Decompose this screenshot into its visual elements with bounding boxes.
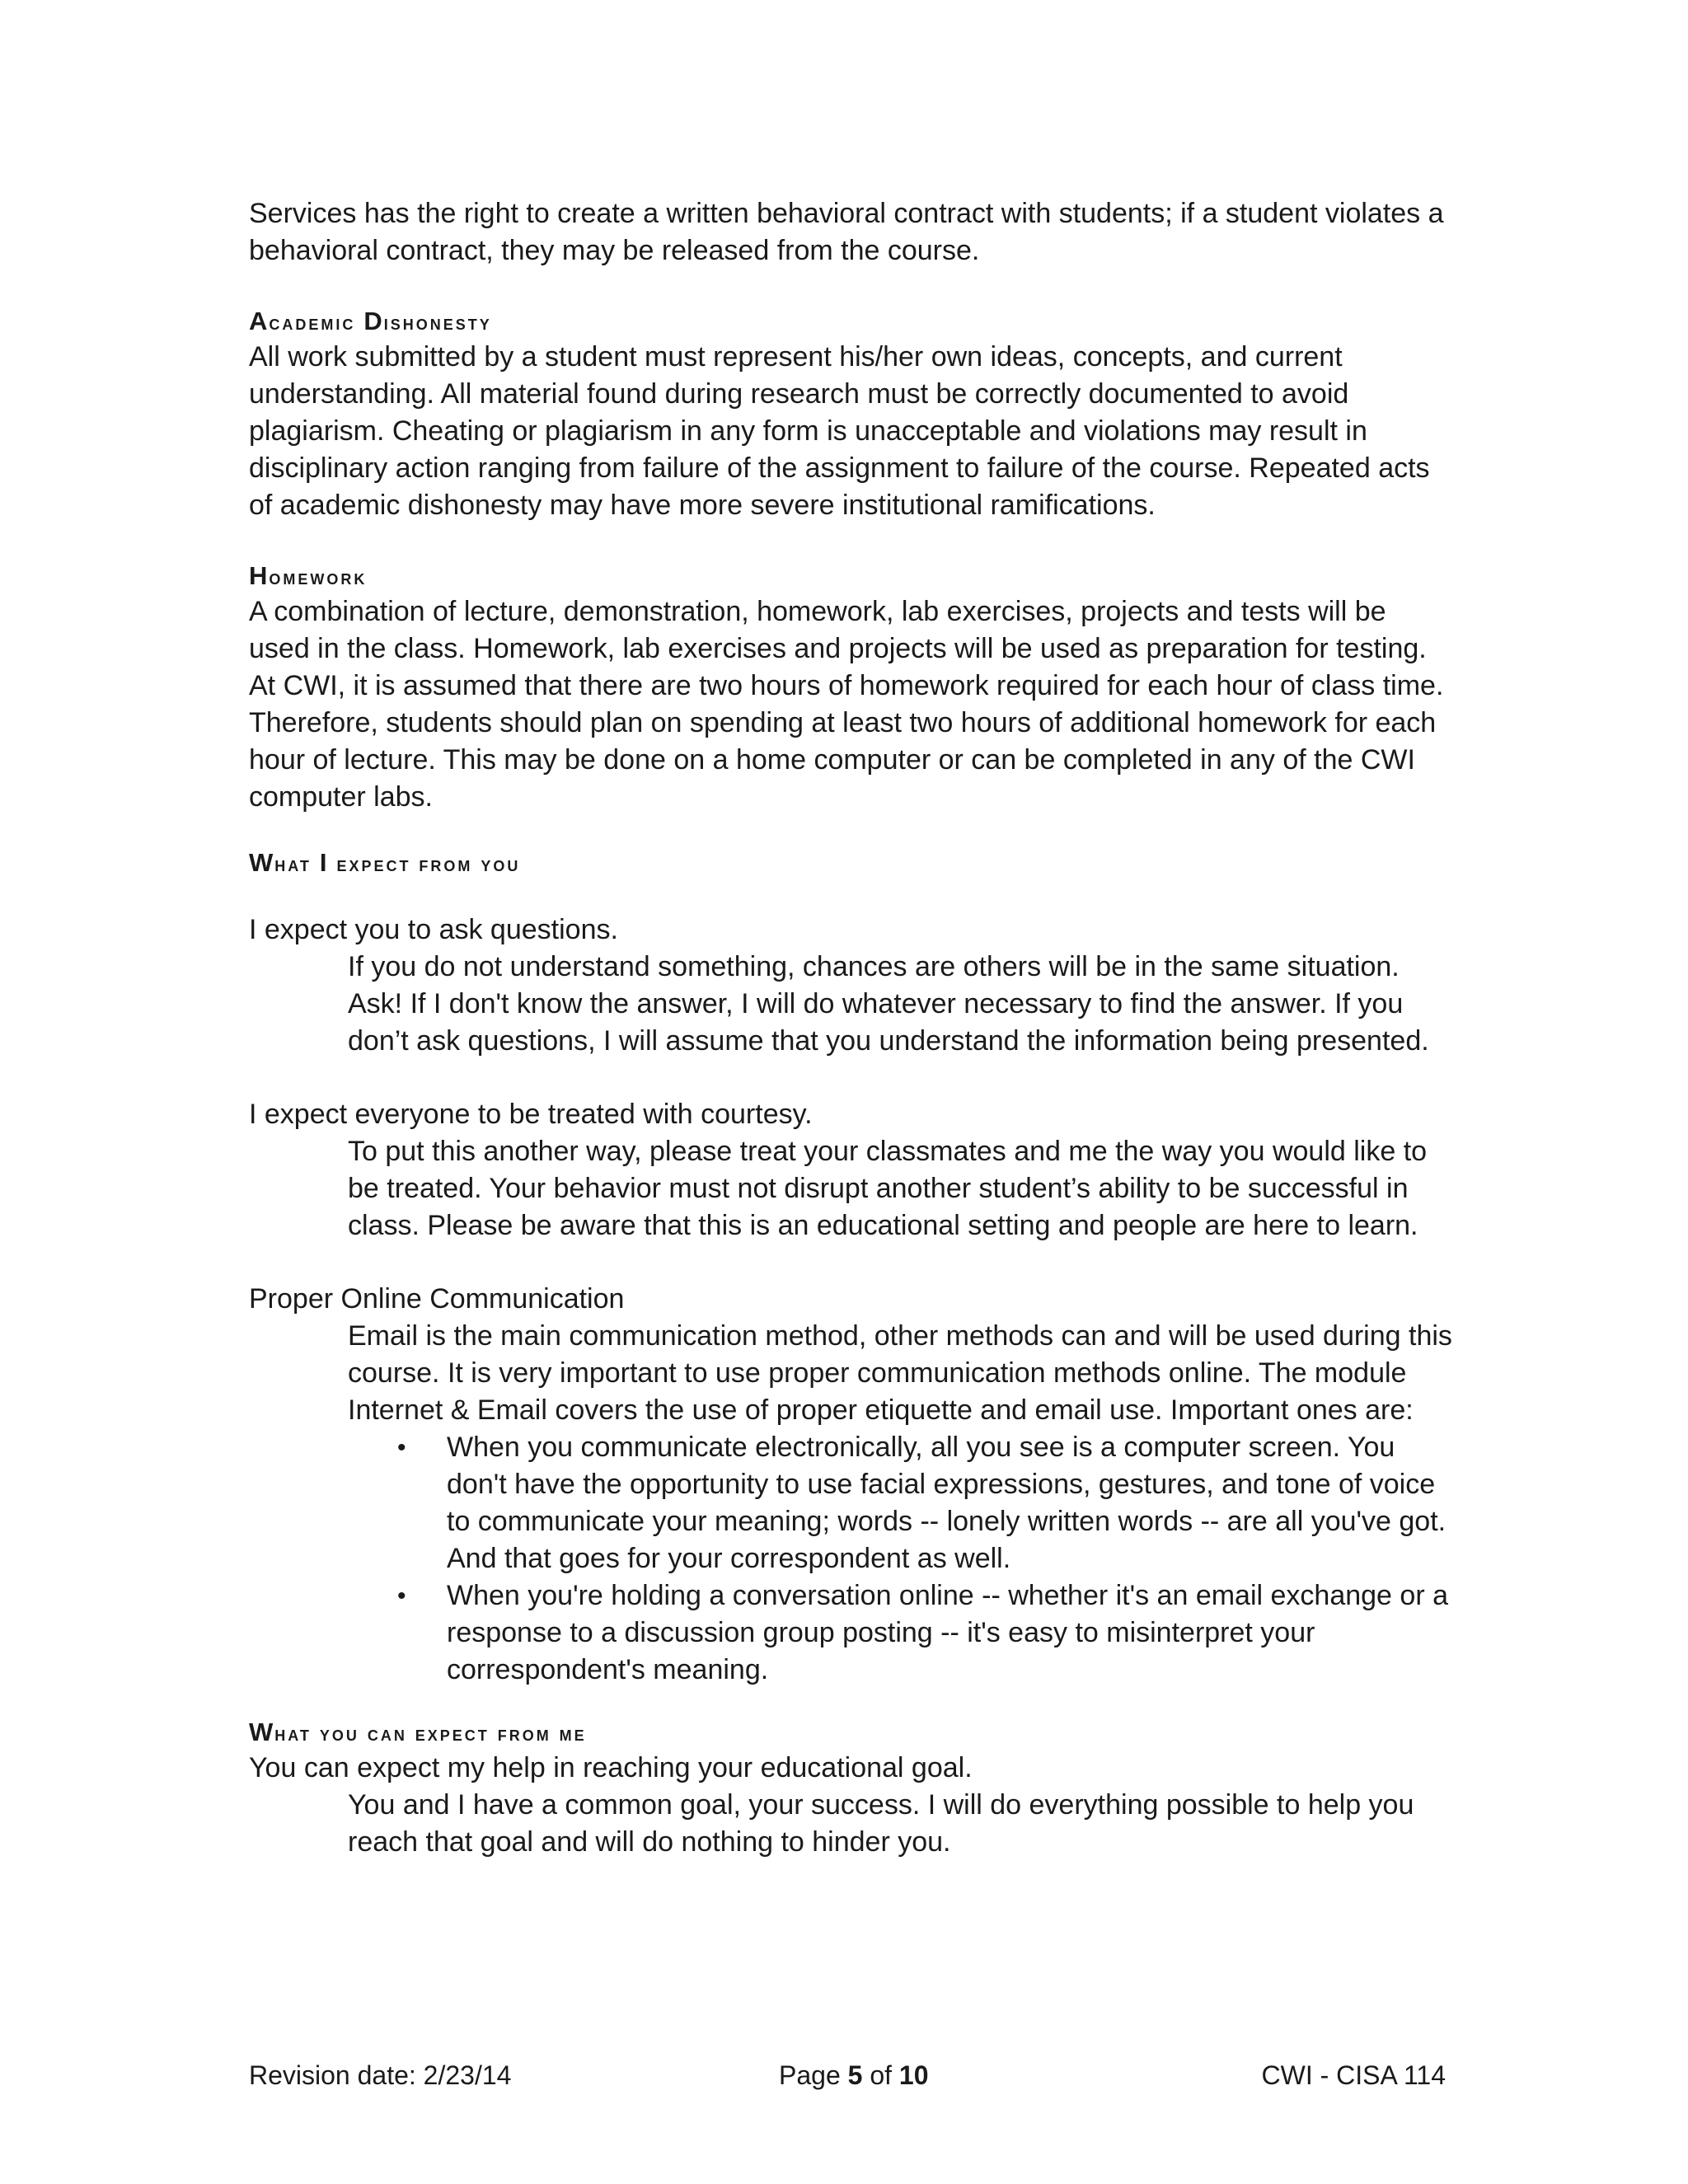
revision-date: Revision date: 2/23/14 xyxy=(249,2060,512,2090)
expectation-title-help: You can expect my help in reaching your educational goal. xyxy=(249,1752,973,1783)
page-footer xyxy=(249,2057,1446,2094)
expectation-body-courtesy: To put this another way, please treat your classmates and me the way you would like to be treated. Your behavior must not disrupt another student’s ability to be successful in class. Please be aware that this is an educational setting and people are here to learn. xyxy=(348,1136,1428,1241)
homework-body: A combination of lecture, demonstration, homework, lab exercises, projects and tests will be used in the class. Homework, lab exercises and projects will be used as preparation for testing. At CWI, it is assumed that there are two hours of homework required for each hour of class time. Therefore, students should plan on spending at least two hours of additional homework for each hour of lecture. This may be done on a home computer or can be completed in any of the CWI computer labs. xyxy=(249,596,1444,813)
expectation-body-help: You and I have a common goal, your success. I will do everything possible to help you reach that goal and will do nothing to hinder you. xyxy=(348,1789,1414,1858)
section-homework xyxy=(249,560,1452,816)
heading-homework: Homework xyxy=(249,561,368,590)
communication-bullet-list xyxy=(249,1429,1452,1689)
document-page xyxy=(249,195,1452,1861)
heading-expect-from-you: What I expect from you xyxy=(249,848,521,877)
intro-paragraph: Services has the right to create a written behavioral contract with students; if a student violates a behavioral contract, they may be released from the course. xyxy=(249,198,1444,266)
heading-expect-from-me: What you can expect from me xyxy=(249,1718,587,1746)
academic-dishonesty-body: All work submitted by a student must represent his/her own ideas, concepts, and current understanding. All material found during research must be correctly documented to avoid plagiarism. Cheating or plagiarism in any form is unacceptable and violations may result in disciplinary action ranging from failure of the assignment to failure of the course. Repeated acts of academic dishonesty may have more severe institutional ramifications. xyxy=(249,341,1430,521)
section-expect-from-me xyxy=(249,1717,1452,1861)
section-academic-dishonesty xyxy=(249,306,1452,524)
heading-academic-dishonesty: Academic Dishonesty xyxy=(249,307,492,335)
page-number: Page 5 of 10 xyxy=(779,2060,929,2090)
expectation-title-questions: I expect you to ask questions. xyxy=(249,914,618,945)
expectation-title-courtesy: I expect everyone to be treated with courtesy. xyxy=(249,1099,813,1130)
list-item: • When you're holding a conversation online -- whether it's an email exchange or a response to a discussion group posting -- it's easy to misinterpret your correspondent's meaning. xyxy=(447,1577,1452,1689)
section-expect-from-you xyxy=(249,847,1452,1689)
bullet-icon: • xyxy=(397,1582,406,1610)
course-code: CWI - CISA 114 xyxy=(1261,2060,1446,2090)
bullet-icon: • xyxy=(397,1434,406,1461)
expectation-title-communication: Proper Online Communication xyxy=(249,1283,625,1315)
expectation-body-communication: Email is the main communication method, other methods can and will be used during this course. It is very important to use proper communication methods online. The module Internet & Email covers the use of proper etiquette and email use. Important ones are: xyxy=(348,1320,1452,1426)
list-item: • When you communicate electronically, all you see is a computer screen. You don't have the opportunity to use facial expressions, gestures, and tone of voice to communicate your meaning; words -- lonely written words -- are all you've got. And that goes for your correspondent as well. xyxy=(447,1429,1452,1577)
expectation-body-questions: If you do not understand something, chances are others will be in the same situation. Ask! If I don't know the answer, I will do whatever necessary to find the answer. If you don’t ask questions, I will assume that you understand the information being presented. xyxy=(348,951,1429,1057)
